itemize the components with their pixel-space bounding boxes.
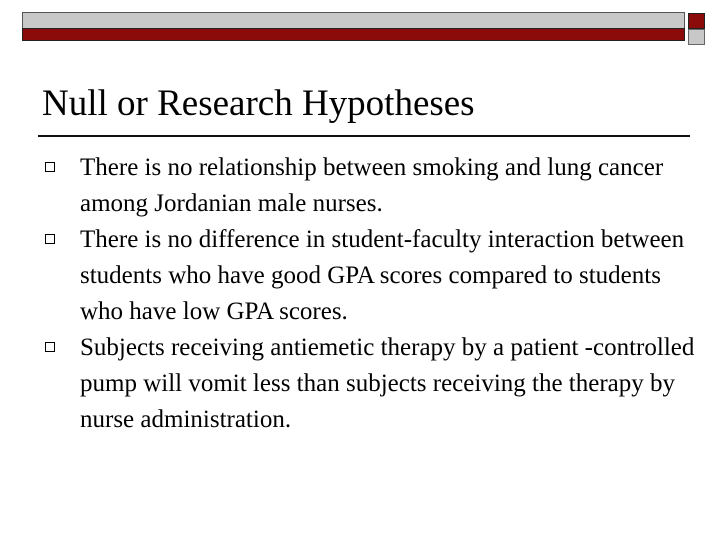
bullet-text: There is no difference in student-faculty interaction between students who have good GPA scores compared to students who have low GPA scores.	[80, 226, 685, 325]
bullet-list	[42, 150, 702, 438]
bullet-text: Subjects receiving antiemetic therapy by a patient -controlled pump will vomit less than subjects receiving the therapy by nurse administration.	[80, 334, 695, 433]
title-divider	[38, 135, 690, 137]
list-item	[42, 150, 702, 222]
header-red-bar	[22, 28, 685, 41]
hollow-square-icon	[45, 162, 55, 172]
bullet-text: There is no relationship between smoking and lung cancer among Jordanian male nurses.	[80, 154, 664, 217]
corner-gray-square	[688, 29, 705, 45]
hollow-square-icon	[45, 342, 55, 352]
hollow-square-icon	[45, 234, 55, 244]
list-item	[42, 330, 702, 438]
list-item	[42, 222, 702, 330]
slide-title: Null or Research Hypotheses	[42, 83, 475, 124]
header-gray-band	[22, 12, 685, 29]
corner-red-square	[688, 13, 705, 29]
